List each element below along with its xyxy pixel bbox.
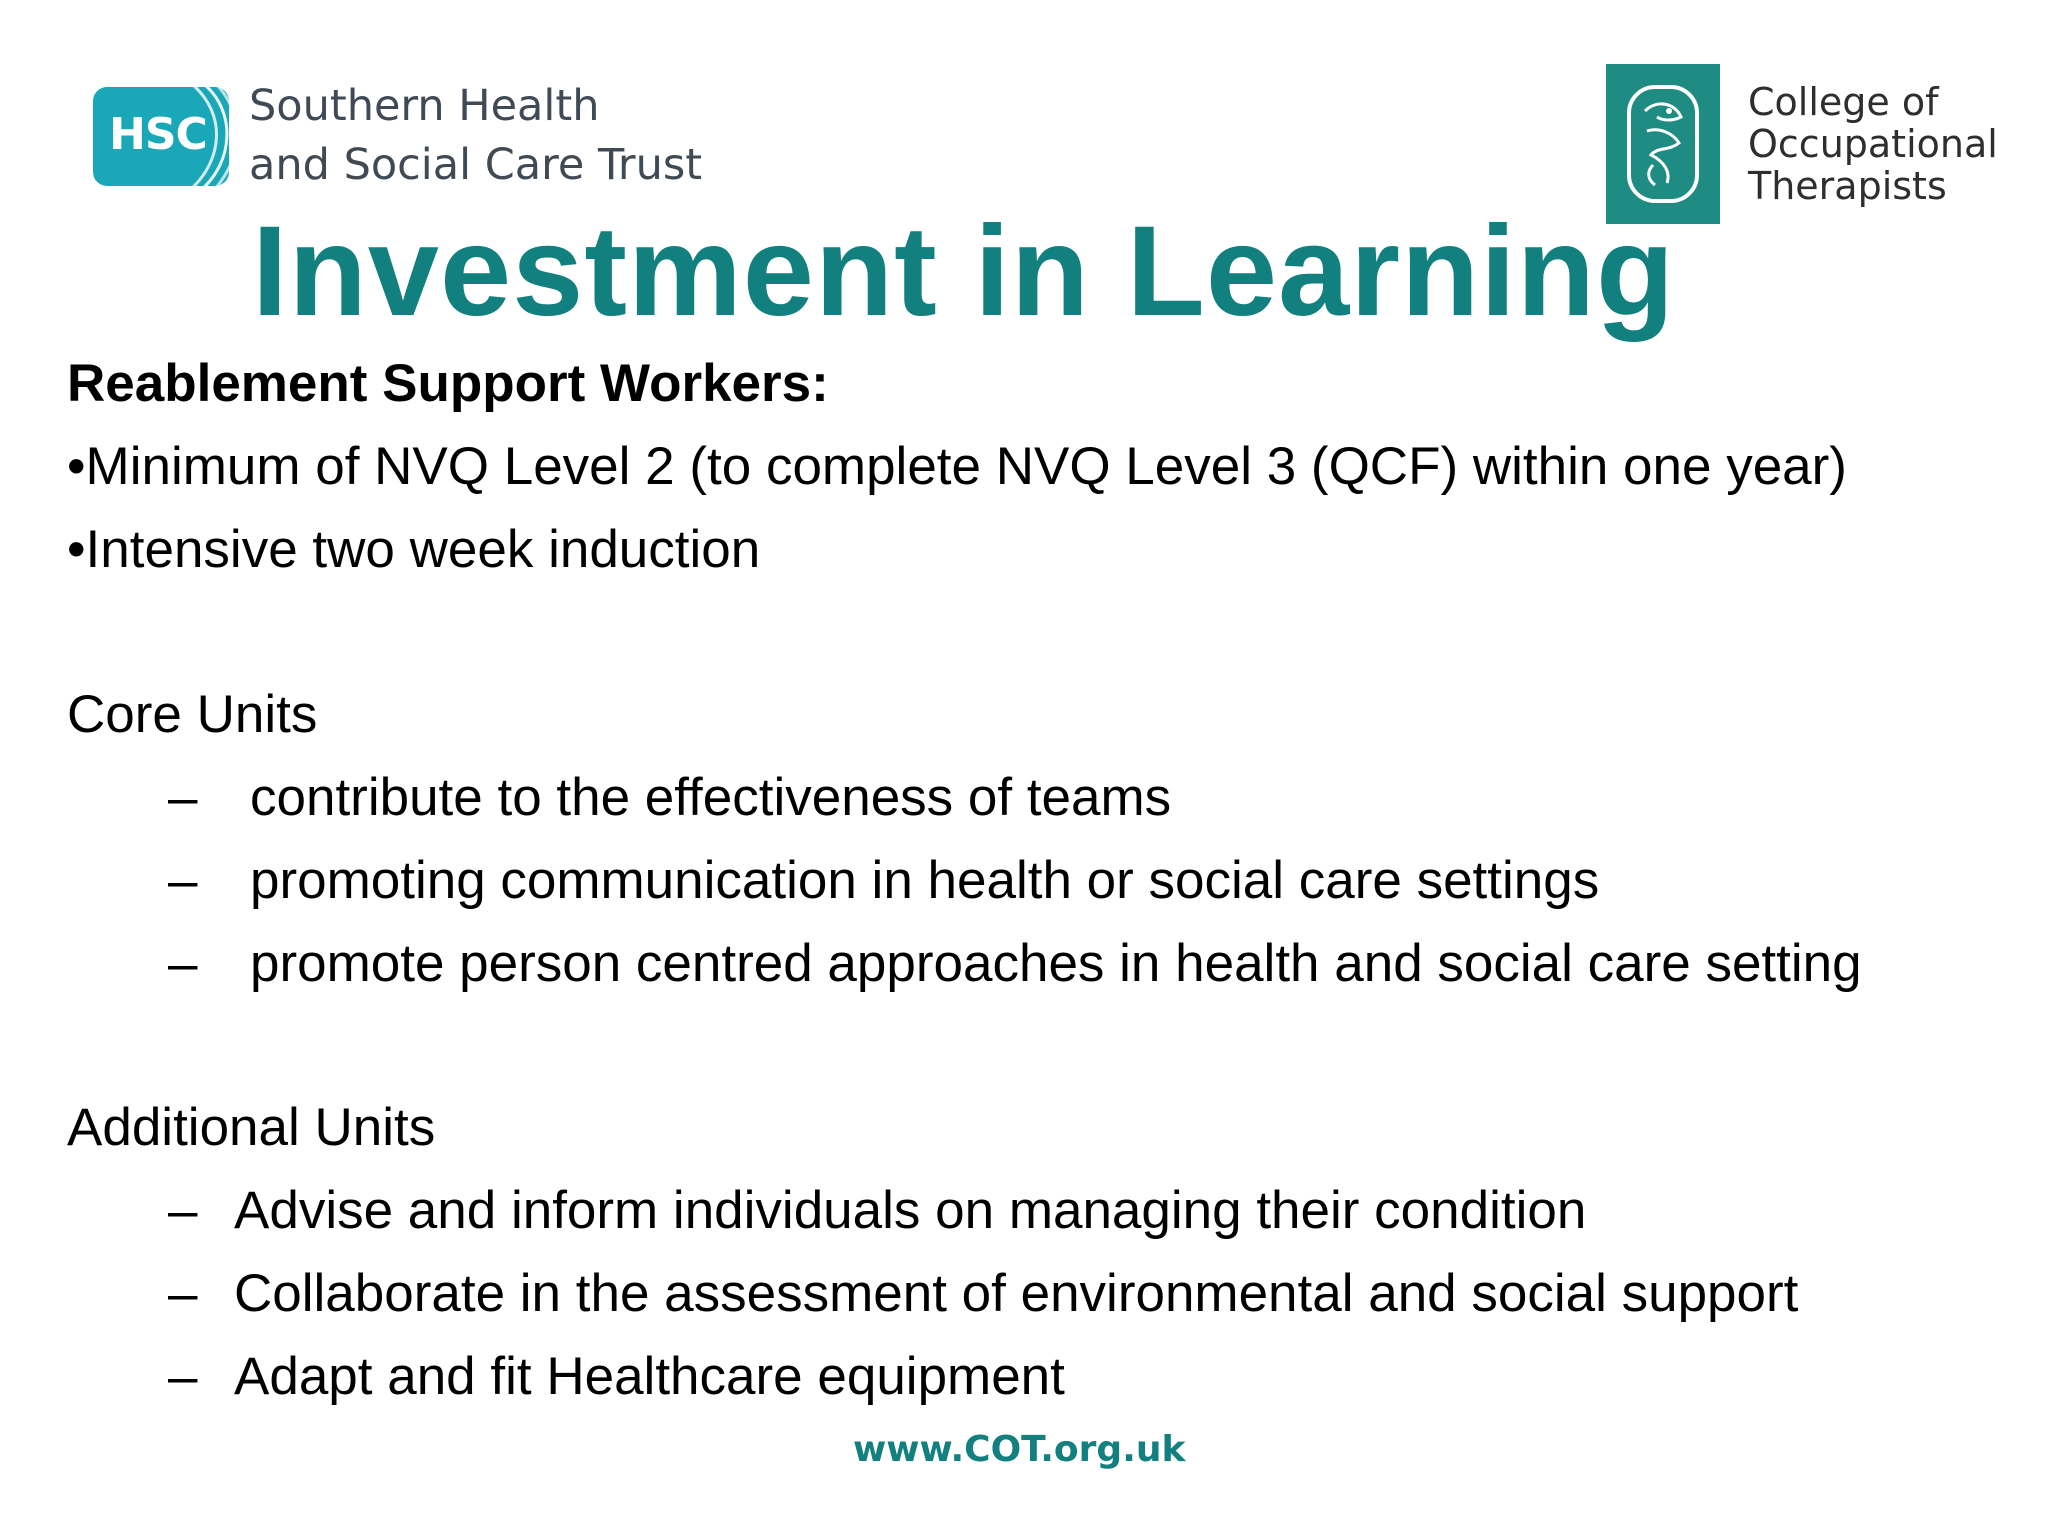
workers-heading: Reablement Support Workers: <box>67 354 829 413</box>
core-dash-2: – <box>168 851 198 910</box>
additional-units-heading: Additional Units <box>67 1098 436 1157</box>
cot-college-name <box>1748 81 1998 207</box>
additional-unit-2: Collaborate in the assessment of environmental and social support <box>234 1264 1799 1323</box>
hsc-badge-text: HSC <box>109 108 207 160</box>
core-dash-3: – <box>168 934 198 993</box>
slide-title: Investment in Learning <box>252 200 1676 343</box>
core-dash-1: – <box>168 768 198 827</box>
workers-bullet-2: •Intensive two week induction <box>67 520 761 579</box>
cot-name-line2: Occupational <box>1748 122 1998 166</box>
core-unit-2: promoting communication in health or social care settings <box>250 851 1600 910</box>
additional-dash-3: – <box>168 1347 198 1406</box>
core-unit-3: promote person centred approaches in health and social care setting <box>250 934 1862 993</box>
hsc-badge <box>93 87 229 186</box>
footer-url[interactable]: www.COT.org.uk <box>853 1429 1186 1470</box>
additional-dash-2: – <box>168 1264 198 1323</box>
core-units-heading: Core Units <box>67 685 318 744</box>
additional-dash-1: – <box>168 1181 198 1240</box>
core-unit-1: contribute to the effectiveness of teams <box>250 768 1172 827</box>
cot-name-line3: Therapists <box>1748 164 1947 208</box>
additional-unit-1: Advise and inform individuals on managing their condition <box>234 1181 1587 1240</box>
workers-bullet-1: •Minimum of NVQ Level 2 (to complete NVQ Level 3 (QCF) within one year) <box>67 437 1847 496</box>
additional-unit-3: Adapt and fit Healthcare equipment <box>234 1347 1065 1406</box>
cot-crest-icon <box>1623 81 1703 207</box>
hsc-trust-name <box>249 77 702 195</box>
hsc-name-line1: Southern Health <box>249 81 600 131</box>
hsc-logo <box>93 77 702 195</box>
cot-name-line1: College of <box>1748 80 1939 124</box>
hsc-name-line2: and Social Care Trust <box>249 140 703 190</box>
